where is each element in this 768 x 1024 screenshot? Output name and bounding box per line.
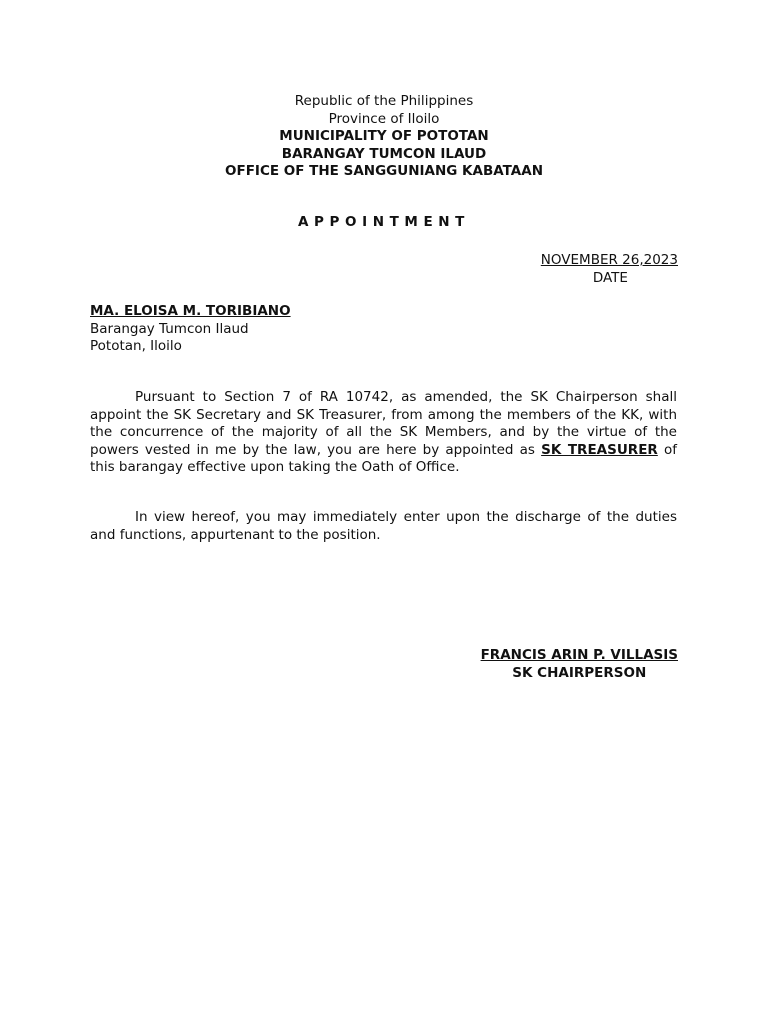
date-label: DATE	[592, 269, 628, 286]
signatory-title: SK CHAIRPERSON	[512, 664, 647, 681]
letterhead-barangay: BARANGAY TUMCON ILAUD	[281, 145, 487, 162]
body-paragraph-2: In view hereof, you may immediately enter upon the discharge of the duties and functions, appurtenant to the position.	[90, 509, 677, 543]
body-paragraph-1-text: Pursuant to Section 7 of RA 10742, as amended, the SK Chairperson shall appoint the SK Secretary and SK Treasurer, from among the members of the KK, with the concurrence of the majority of all the SK Members, and by the virtue of the powers vested in me by the law, you are here by appointed as	[90, 389, 677, 458]
letterhead-office: OFFICE OF THE SANGGUNIANG KABATAAN	[225, 163, 543, 179]
document-title: APPOINTMENT	[297, 214, 470, 230]
body-paragraph-1	[90, 389, 677, 477]
signatory-name: FRANCIS ARIN P. VILLASIS	[480, 647, 678, 663]
letterhead-province: Province of Iloilo	[328, 110, 440, 127]
date-value: NOVEMBER 26,2023	[540, 252, 678, 268]
appointed-position: SK TREASURER	[541, 441, 658, 458]
addressee-block	[90, 303, 291, 356]
date-block	[541, 252, 678, 287]
body-paragraph-1-tail: of this barangay effective upon taking the Oath of Office.	[90, 441, 677, 475]
addressee-address-line2: Pototan, Iloilo	[90, 338, 182, 354]
addressee-address-line1: Barangay Tumcon Ilaud	[90, 320, 249, 337]
letterhead-municipality: MUNICIPALITY OF POTOTAN	[279, 128, 489, 144]
letterhead	[0, 93, 768, 181]
signature-block	[481, 647, 678, 682]
addressee-name: MA. ELOISA M. TORIBIANO	[90, 303, 291, 319]
letterhead-republic: Republic of the Philippines	[294, 93, 474, 109]
